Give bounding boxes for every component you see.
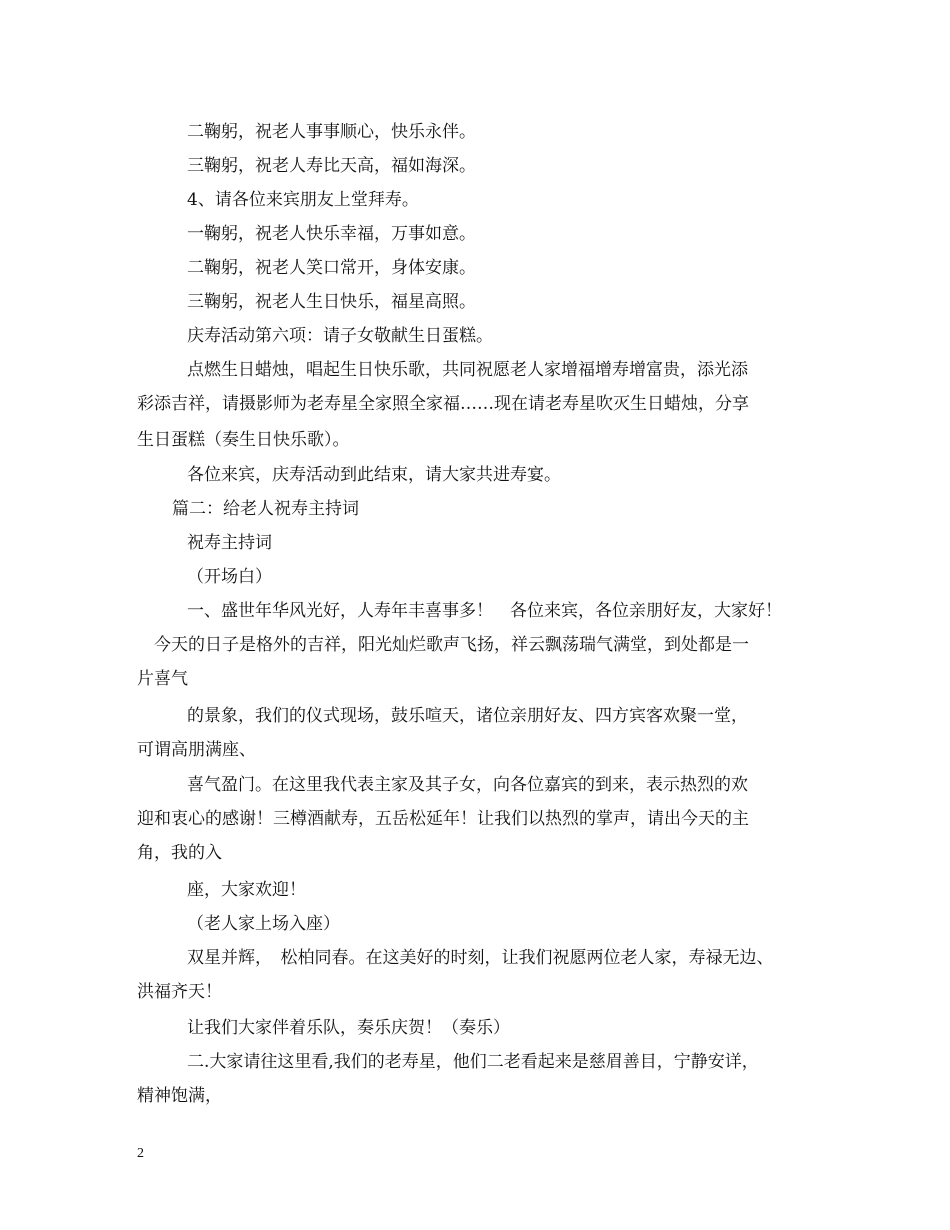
text-line: 4、请各位来宾朋友上堂拜寿。 xyxy=(187,190,419,210)
text-line: 二鞠躬，祝老人事事顺心，快乐永伴。 xyxy=(187,122,476,142)
text-line: 彩添吉祥，请摄影师为老寿星全家照全家福……现在请老寿星吹灭生日蜡烛，分享 xyxy=(137,394,749,414)
text-line: 二鞠躬，祝老人笑口常开，身体安康。 xyxy=(187,258,476,278)
text-line: 祝寿主持词 xyxy=(187,533,272,553)
text-line: 二.大家请往这里看,我们的老寿星，他们二老看起来是慈眉善目，宁静安详， xyxy=(187,1052,759,1072)
text-line: 各位来宾，庆寿活动到此结束，请大家共进寿宴。 xyxy=(187,465,561,485)
text-line: 一鞠躬，祝老人快乐幸福，万事如意。 xyxy=(187,224,476,244)
text-line: 可谓高朋满座、 xyxy=(137,740,256,760)
text-line: 三鞠躬，祝老人生日快乐，福星高照。 xyxy=(187,292,476,312)
text-line: 迎和衷心的感谢！三樽酒献寿，五岳松延年！让我们以热烈的掌声，请出今天的主 xyxy=(137,809,749,829)
text-line: 精神饱满， xyxy=(137,1086,222,1106)
text-line: 双星并辉， 松柏同春。在这美好的时刻，让我们祝愿两位老人家，寿禄无边、 xyxy=(187,948,774,968)
text-line: 庆寿活动第六项：请子女敬献生日蛋糕。 xyxy=(187,326,493,346)
text-line: 三鞠躬，祝老人寿比天高，福如海深。 xyxy=(187,156,476,176)
page-number: 2 xyxy=(137,1146,144,1161)
section-heading: 篇二：给老人祝寿主持词 xyxy=(172,499,359,519)
text-line: 点燃生日蜡烛，唱起生日快乐歌，共同祝愿老人家增福增寿增富贵，添光添 xyxy=(187,360,748,380)
text-line: 让我们大家伴着乐队，奏乐庆贺！（奏乐） xyxy=(187,1018,510,1038)
text-line: 一、盛世年华风光好，人寿年丰喜事多！ 各位来宾，各位亲朋好友，大家好！ xyxy=(187,601,782,621)
text-line: 的景象，我们的仪式现场，鼓乐喧天，诸位亲朋好友、四方宾客欢聚一堂， xyxy=(187,706,748,726)
text-line: 片喜气 xyxy=(137,669,188,689)
text-line: （开场白） xyxy=(187,567,272,587)
text-line: 喜气盈门。在这里我代表主家及其子女，向各位嘉宾的到来，表示热烈的欢 xyxy=(187,775,748,795)
text-line: （老人家上场入座） xyxy=(187,914,340,934)
text-line: 生日蛋糕（奏生日快乐歌）。 xyxy=(137,430,350,450)
text-line: 今天的日子是格外的吉祥，阳光灿烂歌声飞扬，祥云飘荡瑞气满堂，到处都是一 xyxy=(154,635,749,655)
text-line: 角，我的入 xyxy=(137,843,222,863)
text-line: 座，大家欢迎！ xyxy=(187,880,306,900)
text-line: 洪福齐天！ xyxy=(137,982,222,1002)
